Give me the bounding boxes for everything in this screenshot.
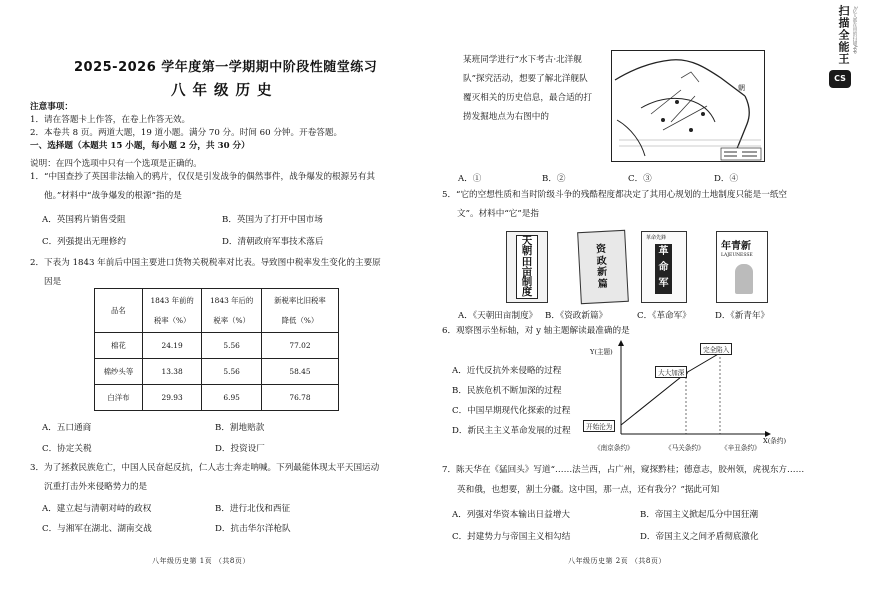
table-header: 新税率比旧税率 [274,296,326,305]
tax-rate-table [94,288,339,411]
q7-option-d: D．帝国主义之间矛盾彻底激化 [640,532,759,542]
footer-page-2: 八年级历史第 2页 （共8页） [568,557,666,565]
question-4-text-cont: 覆灭相关的历史信息，最合适的打 [463,93,592,103]
book-title: 革命军 [655,244,672,294]
note-item: 1．请在答题卡上作答，在卷上作答无效。 [30,115,191,125]
book-cover-tianchao [506,231,548,303]
table-cell: 5.56 [202,333,262,359]
book-subtitle: LAJEUNESSE [721,253,753,258]
q7-option-a: A．列强对华资本输出日益增大 [452,510,570,520]
table-cell: 棉花 [95,333,143,359]
q4-option-a: A．① [458,174,482,184]
q1-option-c: C．列强提出无理修约 [42,237,126,247]
table-header: 1843 年后的 [209,296,254,305]
book-title: 资政新篇 [595,243,609,290]
section-heading: 一、选择题（本题共 15 小题，每小题 2 分，共 30 分） [30,141,250,151]
q7-option-b: B．帝国主义掀起瓜分中国狂潮 [640,510,759,520]
table-cell: 5.56 [202,359,262,385]
q2-option-c: C．协定关税 [42,444,92,454]
table-cell: 77.02 [261,333,338,359]
chart-x-tick: 《辛丑条约》 [721,444,761,452]
question-1-text: 1．“中国查抄了英国非法输入的鸦片，仅仅是引发战争的偶然事件，战争爆发的根源另有其 [30,172,376,182]
book-cover-xinqingnian [716,231,768,303]
question-7-text: 7．陈天华在《猛回头》写道“……法兰西，占广州，窥探黔桂；德意志，胶州领，虎视东方…… [442,465,805,475]
q6-option-d: D．新民主主义革命发展的过程 [452,426,571,436]
q5-option-b: B．《资政新篇》 [545,311,608,321]
q3-option-c: C．与湘军在湖北、湖南交战 [42,524,152,534]
table-cell: 24.19 [142,333,202,359]
table-cell: 13.38 [142,359,202,385]
question-6-text: 6．观察图示坐标轴，对 y 轴主题解读最准确的是 [442,326,630,336]
question-1-text-cont: 他。”材料中“战争爆发的根源”指的是 [44,191,182,201]
question-5-text: 5．“它的空想性质和当时阶级斗争的残酷程度都决定了其用心规划的土地制度只能是一纸空 [442,190,788,200]
page-subject: 八年级历史 [171,83,279,99]
question-7-text-cont: 英和俄，也想要，割土分疆。这中国，那一点，还有我分？”据此可知 [457,485,720,495]
chart-point-label: 大大加深 [655,366,687,378]
table-cell: 58.45 [261,359,338,385]
table-header-row [95,289,339,333]
question-2-text-cont: 因是 [44,277,62,287]
table-row [95,385,339,411]
q3-option-d: D．抗击华尔洋枪队 [215,524,291,534]
q4-option-d: D．④ [714,174,739,184]
book-subtitle: 革命先鋒 [646,235,667,241]
notes-heading: 注意事项： [30,102,73,112]
q4-option-c: C．③ [628,174,652,184]
chart-y-axis-label: Y(主题) [590,348,613,356]
question-4-text-cont: 队”探究活动，想要了解北洋舰队 [463,74,588,84]
question-2-text: 2．下表为 1843 年前后中国主要进口货物关税税率对比表。导致图中税率发生变化的主要原 [30,258,381,268]
chart-point-label: 完全陷入 [700,343,732,355]
page-title: 2025-2026 学年度第一学期期中阶段性随堂练习 [74,60,378,75]
question-3-text: 3．为了拯救民族危亡，中国人民奋起反抗，仁人志士奔走呐喊。下列最能体现太平天国运动 [30,463,380,473]
question-3-text-cont: 沉重打击外来侵略势力的是 [44,482,148,492]
brand-name: 扫描全能王 [837,5,850,65]
q5-option-a: A．《天朝田亩制度》 [458,311,538,321]
q6-option-c: C．中国早期现代化探索的过程 [452,406,571,416]
book-cover-geming [641,231,687,303]
q3-option-a: A．建立起与清朝对峙的政权 [42,504,152,514]
section-instruction: 说明：在四个选项中只有一个选项是正确的。 [30,159,202,169]
question-5-text-cont: 文”。材料中“它”是指 [457,209,539,219]
book-title: 天朝田亩制度 [516,235,538,299]
table-row [95,333,339,359]
table-cell: 棉纱头等 [95,359,143,385]
chart-x-tick: 《南京条约》 [594,444,634,452]
book-title: 年青新 [721,241,751,252]
q1-option-d: D．清朝政府军事技术落后 [222,237,324,247]
q5-option-c: C．《革命军》 [637,311,691,321]
q5-option-d: D．《新青年》 [715,311,770,321]
question-4-text-cont: 捞发掘地点为右图中的 [463,112,549,122]
note-item: 2．本卷共 8 页。两道大题，19 道小题。满分 70 分。时间 60 分钟。开卷答题。 [30,128,343,138]
q2-option-d: D．投资设厂 [215,444,265,454]
q1-option-b: B．英国为了打开中国市场 [222,215,323,225]
camscanner-logo: CS [829,70,851,88]
portrait-image [735,264,753,294]
q2-option-a: A．五口通商 [42,423,92,433]
chart-x-tick: 《马关条约》 [665,444,705,452]
q3-option-b: B．进行北伐和西征 [215,504,291,514]
table-header: 税率（%） [153,316,191,325]
beiyang-fleet-map [611,50,765,162]
chart-point-label: 开始沦为 [583,420,615,432]
table-header: 1843 年前的 [150,296,194,305]
table-header: 品名 [111,306,126,315]
chart-x-axis-label: X(条约) [763,437,787,445]
q6-option-a: A．近代反抗外来侵略的过程 [452,366,562,376]
table-header: 税率（%） [213,316,250,325]
book-cover-zizheng [577,230,629,304]
table-cell: 29.93 [142,385,202,411]
footer-page-1: 八年级历史第 1页 （共8页） [152,557,250,565]
question-4-text: 某班同学进行“水下考古·北洋舰 [463,55,582,65]
map-label: 朝 [738,84,745,92]
q4-option-b: B．② [542,174,566,184]
q2-option-b: B．割地赔款 [215,423,265,433]
q7-option-c: C．封建势力与帝国主义相勾结 [452,532,571,542]
table-cell: 白洋布 [95,385,143,411]
table-cell: 6.95 [202,385,262,411]
table-header: 降低（%） [281,316,319,325]
q6-option-b: B．民族危机不断加深的过程 [452,386,562,396]
q1-option-a: A．英国鸦片销售受阻 [42,215,126,225]
brand-tagline: 3亿人都在用的扫描App [852,6,857,54]
table-cell: 76.78 [261,385,338,411]
table-row [95,359,339,385]
